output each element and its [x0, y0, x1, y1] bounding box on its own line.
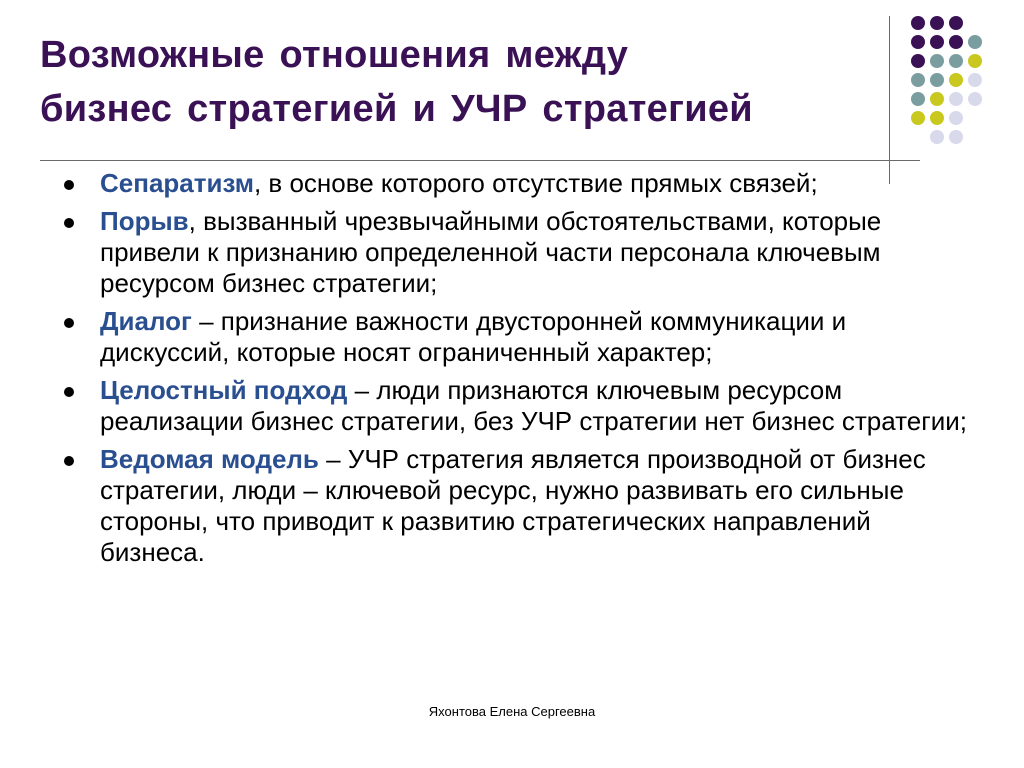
decorative-dot	[949, 111, 963, 125]
bullet-term: Целостный подход	[100, 375, 348, 405]
bullet-dot-icon	[64, 456, 74, 466]
decorative-dot	[949, 73, 963, 87]
decorative-dot	[930, 130, 944, 144]
decorative-dot	[911, 54, 925, 68]
bullet-term: Сепаратизм	[100, 168, 254, 198]
decorative-dot	[911, 16, 925, 30]
bullet-list	[60, 168, 970, 575]
decorative-dot	[930, 16, 944, 30]
decorative-dot	[930, 111, 944, 125]
bullet-dot-icon	[64, 180, 74, 190]
bullet-text: , в основе которого отсутствие прямых связей;	[253, 168, 818, 198]
decorative-dot	[968, 73, 982, 87]
decorative-dot	[949, 35, 963, 49]
decorative-dot	[949, 92, 963, 106]
footer-author: Яхонтова Елена Сергеевна	[428, 704, 596, 719]
decorative-dot	[949, 130, 963, 144]
decorative-dot	[949, 16, 963, 30]
slide-title-line-2: бизнес стратегией и УЧР стратегией	[40, 88, 753, 130]
bullet-item-dialogue	[60, 306, 970, 368]
bullet-item-separatism	[60, 168, 970, 199]
bullet-dot-icon	[64, 218, 74, 228]
decorative-dot	[930, 35, 944, 49]
decorative-dot	[911, 92, 925, 106]
bullet-text: – УЧР стратегия является производной от бизнес стратегии, люди – ключевой ресурс, нужно развивать его сильные стороны, что приводит к развитию стратегических направлений бизнеса.	[100, 444, 926, 567]
bullet-item-driven-model	[60, 444, 970, 568]
vertical-divider	[889, 16, 890, 184]
decorative-dot	[968, 35, 982, 49]
decorative-dot	[911, 73, 925, 87]
decorative-dot	[930, 54, 944, 68]
bullet-dot-icon	[64, 318, 74, 328]
horizontal-divider	[40, 160, 920, 161]
decorative-dot	[911, 35, 925, 49]
decorative-dot	[949, 54, 963, 68]
bullet-item-holistic	[60, 375, 970, 437]
decorative-dot	[930, 73, 944, 87]
bullet-term: Порыв	[100, 206, 189, 236]
bullet-text: – признание важности двусторонней коммуникации и дискуссий, которые носят ограниченный характер;	[100, 306, 847, 367]
bullet-text: , вызванный чрезвычайными обстоятельствами, которые привели к признанию определенной части персонала ключевым ресурсом бизнес стратегии;	[100, 206, 882, 298]
bullet-dot-icon	[64, 387, 74, 397]
bullet-text: – люди признаются ключевым ресурсом реализации бизнес стратегии, без УЧР стратегии нет бизнес стратегии;	[100, 375, 967, 436]
bullet-item-impulse	[60, 206, 970, 299]
decorative-dot	[930, 92, 944, 106]
decorative-dot	[968, 92, 982, 106]
bullet-term: Диалог	[100, 306, 192, 336]
slide-title-line-1: Возможные отношения между	[40, 34, 629, 76]
decorative-dot	[911, 111, 925, 125]
slide-title	[40, 28, 880, 136]
bullet-term: Ведомая модель	[100, 444, 319, 474]
decorative-dot	[968, 54, 982, 68]
